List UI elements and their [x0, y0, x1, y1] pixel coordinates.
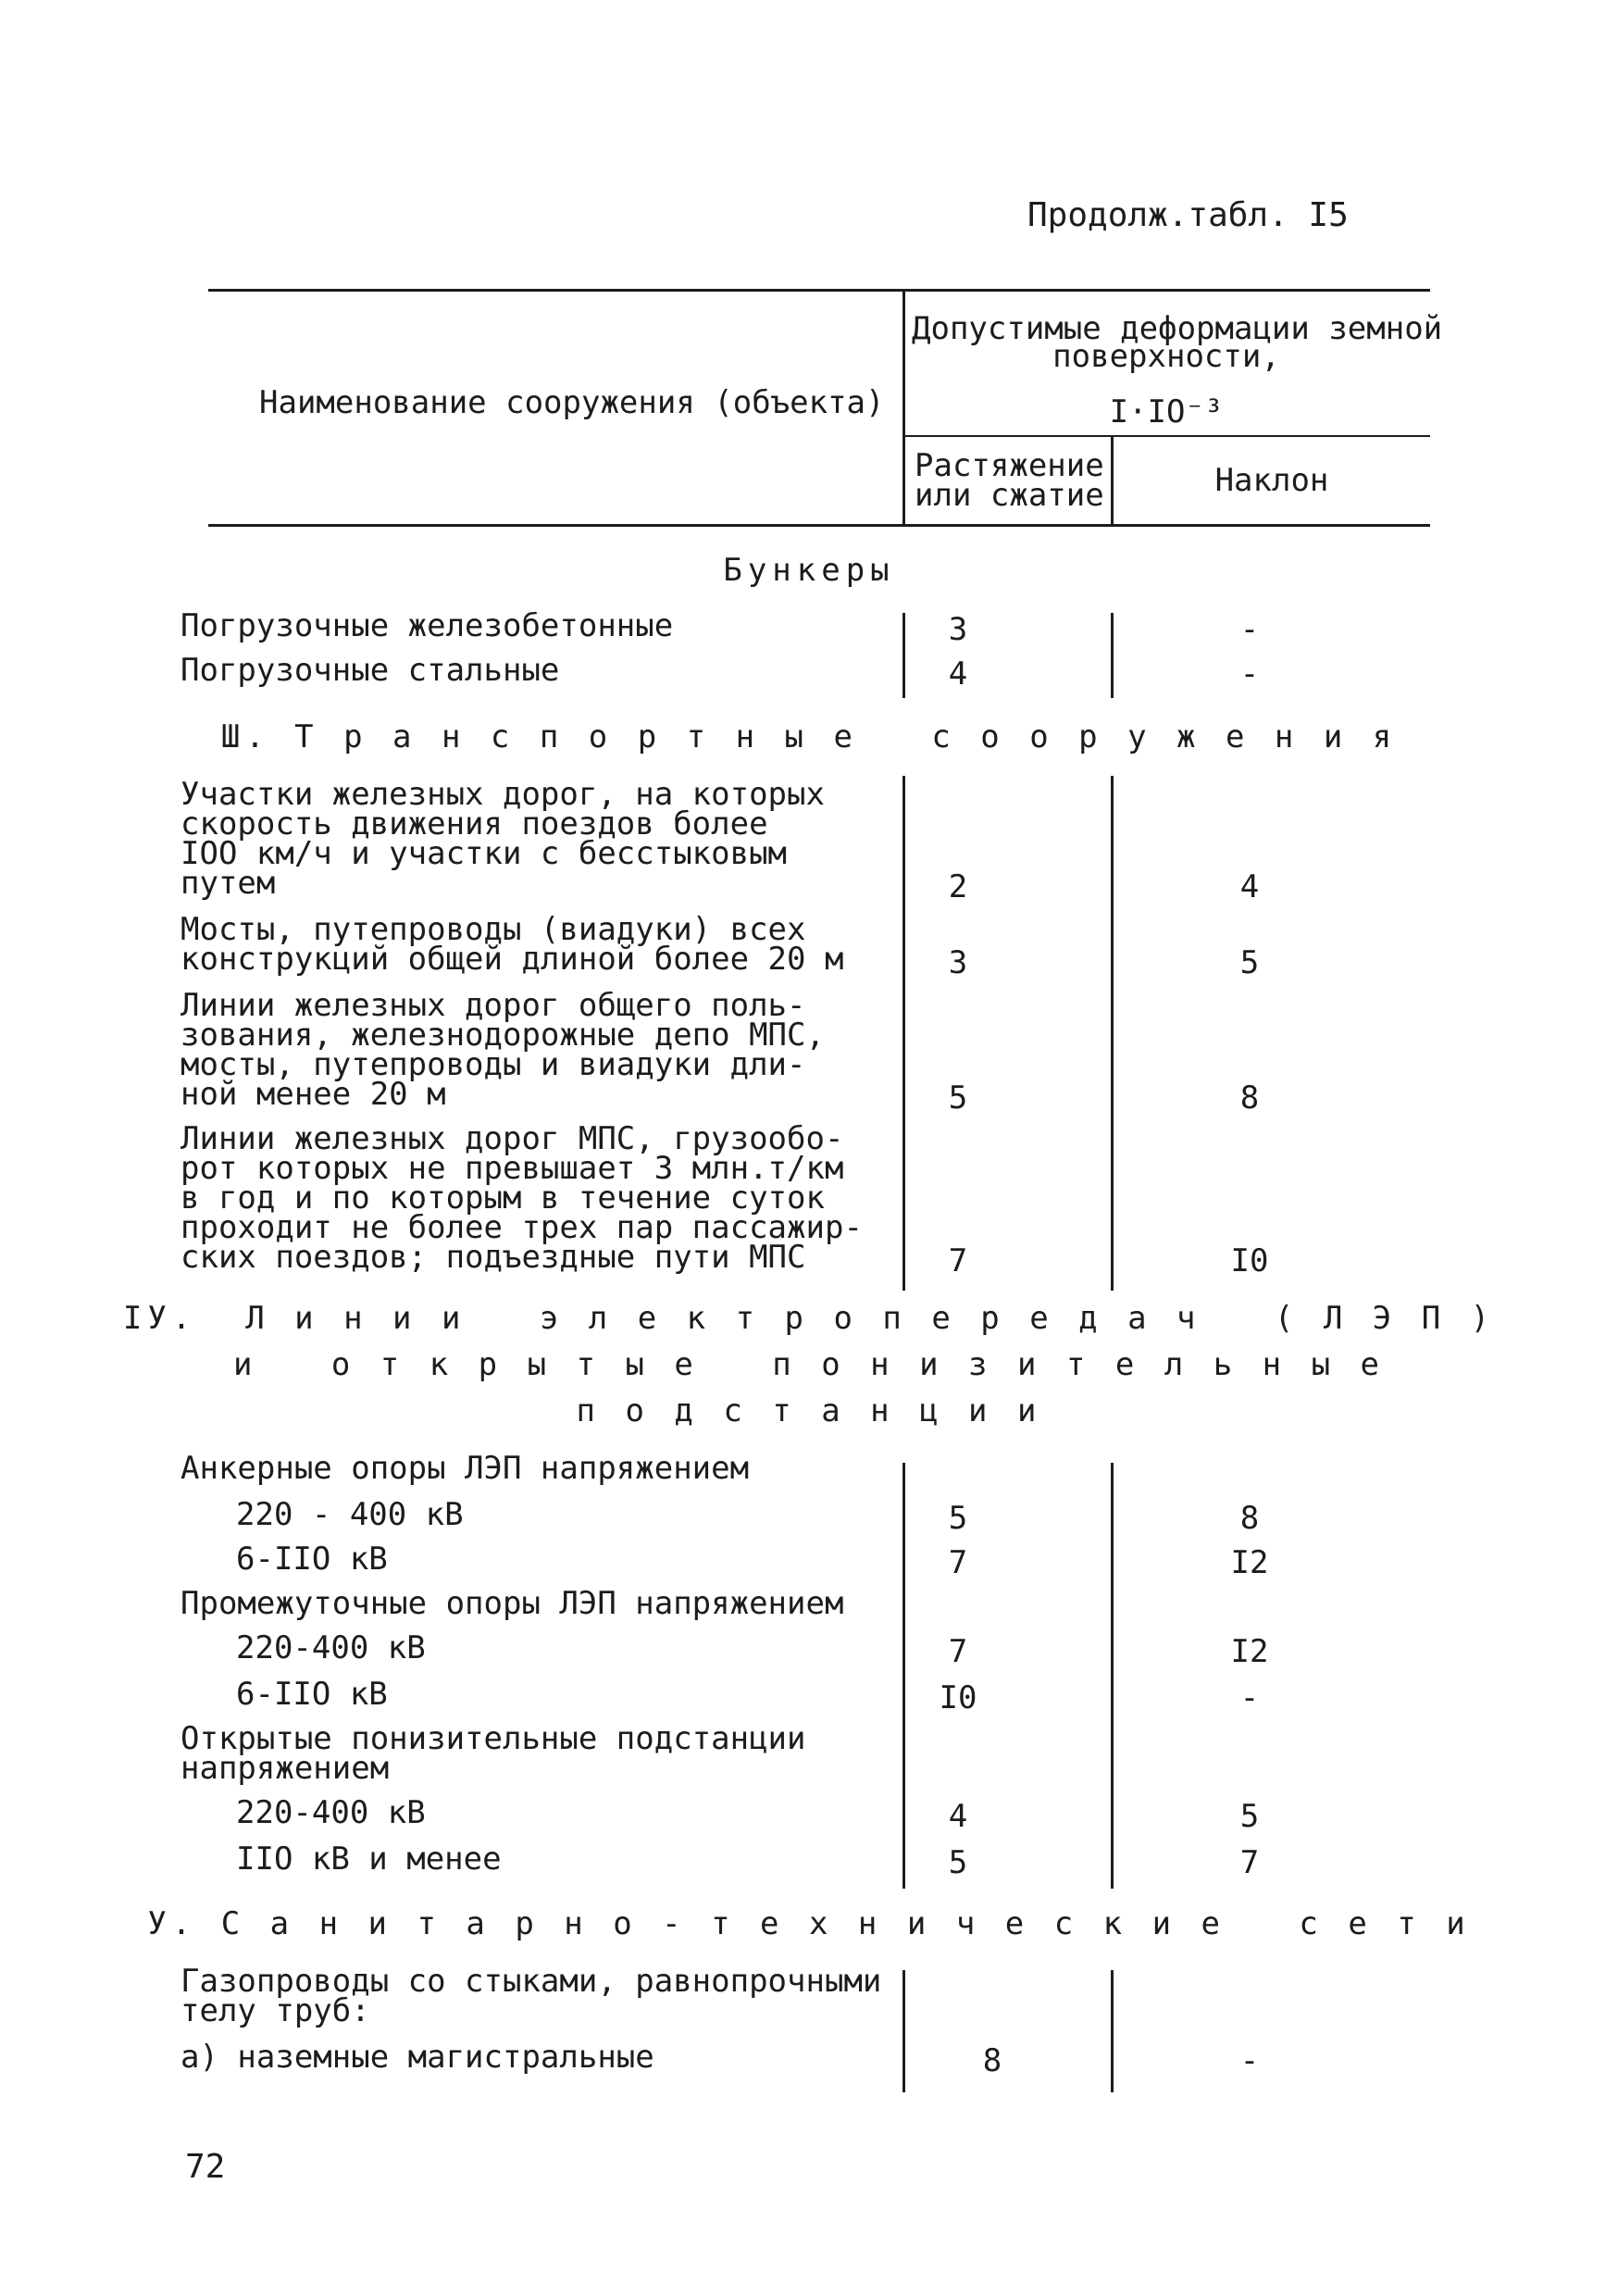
row-name-line: Мосты, путепроводы (виадуки) всех	[180, 911, 806, 948]
stretch-value: 5	[948, 1844, 968, 1881]
name-column-header: Наименование сооружения (объекта)	[259, 384, 885, 421]
row-name-line: Участки железных дорог, на которых	[180, 776, 825, 813]
stretch-value: 8	[982, 2042, 1002, 2079]
column-bar	[1111, 613, 1114, 698]
stretch-value: I0	[939, 1679, 977, 1716]
column-bar	[902, 1970, 905, 2092]
column-bar	[1111, 1463, 1114, 1889]
row-name: Промежуточные опоры ЛЭП напряжением	[180, 1585, 844, 1622]
stretch-column-header-line1: Растяжение	[915, 447, 1104, 484]
section-transport: Ш. Т р а н с п о р т н ы е с о о р у ж е н и я	[220, 718, 1398, 755]
row-name-line: в год и по которым в течение суток	[180, 1179, 825, 1217]
tilt-value: -	[1239, 655, 1260, 693]
row-name: 220-400 кВ	[236, 1794, 426, 1831]
row-name-line: IOO км/ч и участки с бесстыковым	[180, 835, 788, 872]
row-name-line: телу труб:	[180, 1992, 370, 2029]
tilt-value: -	[1239, 2042, 1260, 2079]
row-name-line: путем	[180, 865, 276, 902]
stretch-column-header-line2: или сжатие	[915, 477, 1104, 514]
row-name-line: мосты, путепроводы и виадуки дли-	[180, 1046, 806, 1083]
row-name: 220 - 400 кВ	[236, 1496, 464, 1533]
row-name: 6-IIO кВ	[236, 1676, 388, 1713]
row-name: IIO кВ и менее	[236, 1841, 502, 1878]
stretch-value: 5	[948, 1079, 968, 1117]
tilt-value: 4	[1239, 868, 1260, 905]
stretch-value: 7	[948, 1242, 968, 1279]
section-power-line2: и о т к р ы т ы е п о н и з и т е л ь н ы е	[232, 1346, 1386, 1383]
stretch-value: 7	[948, 1544, 968, 1581]
stretch-value: 4	[948, 1798, 968, 1835]
stretch-value: 3	[948, 611, 968, 648]
row-name-line: конструкций общей длиной более 20 м	[180, 941, 844, 978]
header-sub-rule	[902, 435, 1430, 437]
stretch-value: 3	[948, 944, 968, 981]
tilt-value: -	[1239, 1679, 1260, 1716]
row-name-line: ной менее 20 м	[180, 1076, 446, 1113]
row-name-line: Открытые понизительные подстанции	[180, 1720, 806, 1757]
row-name-line: Линии железных дорог общего поль-	[180, 987, 806, 1024]
section-sanitary: У. С а н и т а р н о - т е х н и ч е с к и е с е т и	[147, 1905, 1471, 1942]
group-header-line2: поверхности,	[1052, 338, 1280, 375]
row-name: 220-400 кВ	[236, 1629, 426, 1666]
row-name: а) наземные магистральные	[180, 2039, 654, 2076]
column-bar	[902, 776, 905, 1291]
row-name-line: скорость движения поездов более	[180, 805, 768, 842]
column-bar	[1111, 1970, 1114, 2092]
row-name: Анкерные опоры ЛЭП напряжением	[180, 1450, 750, 1487]
section-power-line1: IУ. Л и н и и э л е к т р о п е р е д а ч ( Л Э П )	[122, 1300, 1496, 1337]
tilt-value: I0	[1230, 1242, 1269, 1279]
stretch-value: 4	[948, 655, 968, 693]
stretch-value: 7	[948, 1633, 968, 1670]
tilt-value: -	[1239, 611, 1260, 648]
tilt-column-header: Наклон	[1214, 462, 1329, 499]
group-header-line1: Допустимые деформации земной	[912, 310, 1443, 347]
tilt-value: 7	[1239, 1844, 1260, 1881]
section-power-line3: п о д с т а н ц и и	[576, 1392, 1042, 1429]
tilt-value: 5	[1239, 1798, 1260, 1835]
header-bottom-rule	[208, 524, 1430, 527]
continuation-label: Продолж.табл. I5	[1027, 196, 1349, 234]
stretch-value: 2	[948, 868, 968, 905]
row-name: Погрузочные железобетонные	[180, 607, 674, 644]
row-name-line: напряжением	[180, 1750, 390, 1787]
row-name: Погрузочные стальные	[180, 652, 560, 689]
tilt-value: 8	[1239, 1500, 1260, 1537]
tilt-value: I2	[1230, 1544, 1269, 1581]
tilt-value: I2	[1230, 1633, 1269, 1670]
row-name: 6-IIO кВ	[236, 1541, 388, 1578]
stretch-value: 5	[948, 1500, 968, 1537]
row-name-line: ских поездов; подъездные пути МПС	[180, 1239, 806, 1276]
row-name-line: зования, железнодорожные депо МПС,	[180, 1017, 825, 1054]
tilt-value: 5	[1239, 944, 1260, 981]
row-name-line: проходит не более трех пар пассажир-	[180, 1209, 863, 1246]
tilt-value: 8	[1239, 1079, 1260, 1117]
row-name-line: рот которых не превышает 3 млн.т/км	[180, 1150, 844, 1187]
section-bunkers: Бункеры	[723, 552, 895, 589]
row-name-line: Линии железных дорог МПС, грузообо-	[180, 1120, 844, 1157]
group-header-unit: I·IO⁻³	[1109, 393, 1224, 430]
header-top-rule	[208, 289, 1430, 292]
column-bar	[1111, 776, 1114, 1291]
page-number: 72	[185, 2148, 226, 2186]
row-name-line: Газопроводы со стыками, равнопрочными	[180, 1963, 882, 2000]
